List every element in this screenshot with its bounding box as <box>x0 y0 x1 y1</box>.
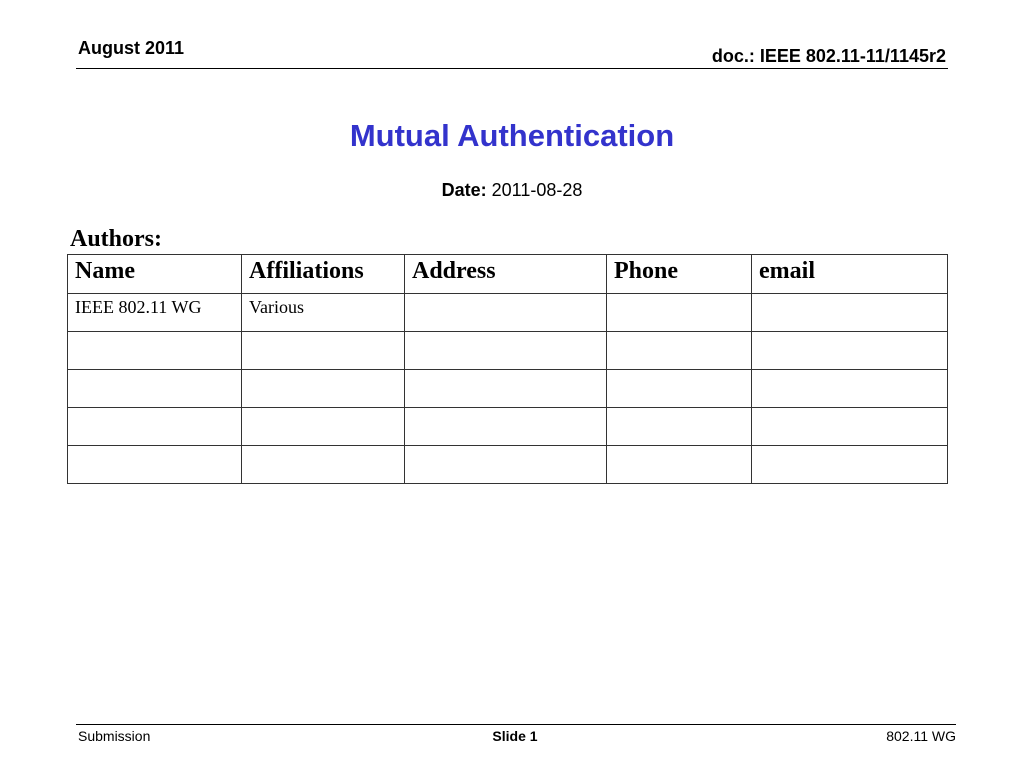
column-header-address: Address <box>405 255 607 294</box>
column-header-phone: Phone <box>607 255 752 294</box>
header-date: August 2011 <box>78 38 185 58</box>
table-cell-phone <box>607 408 752 446</box>
table-cell-phone <box>607 446 752 484</box>
table-cell-name <box>68 408 242 446</box>
slide-date <box>0 180 1024 201</box>
table-row <box>68 332 948 370</box>
table-row <box>68 446 948 484</box>
table-cell-affiliations <box>242 370 405 408</box>
table-cell-address <box>405 370 607 408</box>
table-cell-name <box>68 446 242 484</box>
footer-slide-number: Slide 1 <box>492 728 538 744</box>
table-cell-phone <box>607 370 752 408</box>
table-row <box>68 408 948 446</box>
authors-label: Authors: <box>70 226 163 252</box>
footer-divider <box>76 724 956 725</box>
date-value: 2011-08-28 <box>491 180 583 200</box>
table-cell-address <box>405 294 607 332</box>
table-cell-name: IEEE 802.11 WG <box>68 294 242 332</box>
table-cell-email <box>752 370 948 408</box>
date-label: Date: <box>441 180 487 200</box>
table-cell-name <box>68 332 242 370</box>
table-cell-email <box>752 294 948 332</box>
table-cell-address <box>405 446 607 484</box>
table-cell-email <box>752 332 948 370</box>
table-cell-affiliations <box>242 408 405 446</box>
table-cell-email <box>752 446 948 484</box>
table-cell-email <box>752 408 948 446</box>
authors-table <box>67 254 948 484</box>
table-cell-address <box>405 332 607 370</box>
table-cell-phone <box>607 294 752 332</box>
table-header-row <box>68 255 948 294</box>
header-divider <box>76 68 948 69</box>
header-doc-id: doc.: IEEE 802.11-11/1145r2 <box>711 46 946 66</box>
table-row <box>68 294 948 332</box>
table-cell-phone <box>607 332 752 370</box>
table-cell-affiliations <box>242 446 405 484</box>
column-header-affiliations: Affiliations <box>242 255 405 294</box>
table-cell-affiliations: Various <box>242 294 405 332</box>
table-row <box>68 370 948 408</box>
table-cell-name <box>68 370 242 408</box>
table-cell-affiliations <box>242 332 405 370</box>
footer-submission: Submission <box>78 728 151 744</box>
column-header-email: email <box>752 255 948 294</box>
footer-group: 802.11 WG <box>886 728 956 744</box>
slide-title: Mutual Authentication <box>349 118 675 153</box>
column-header-name: Name <box>68 255 242 294</box>
table-cell-address <box>405 408 607 446</box>
